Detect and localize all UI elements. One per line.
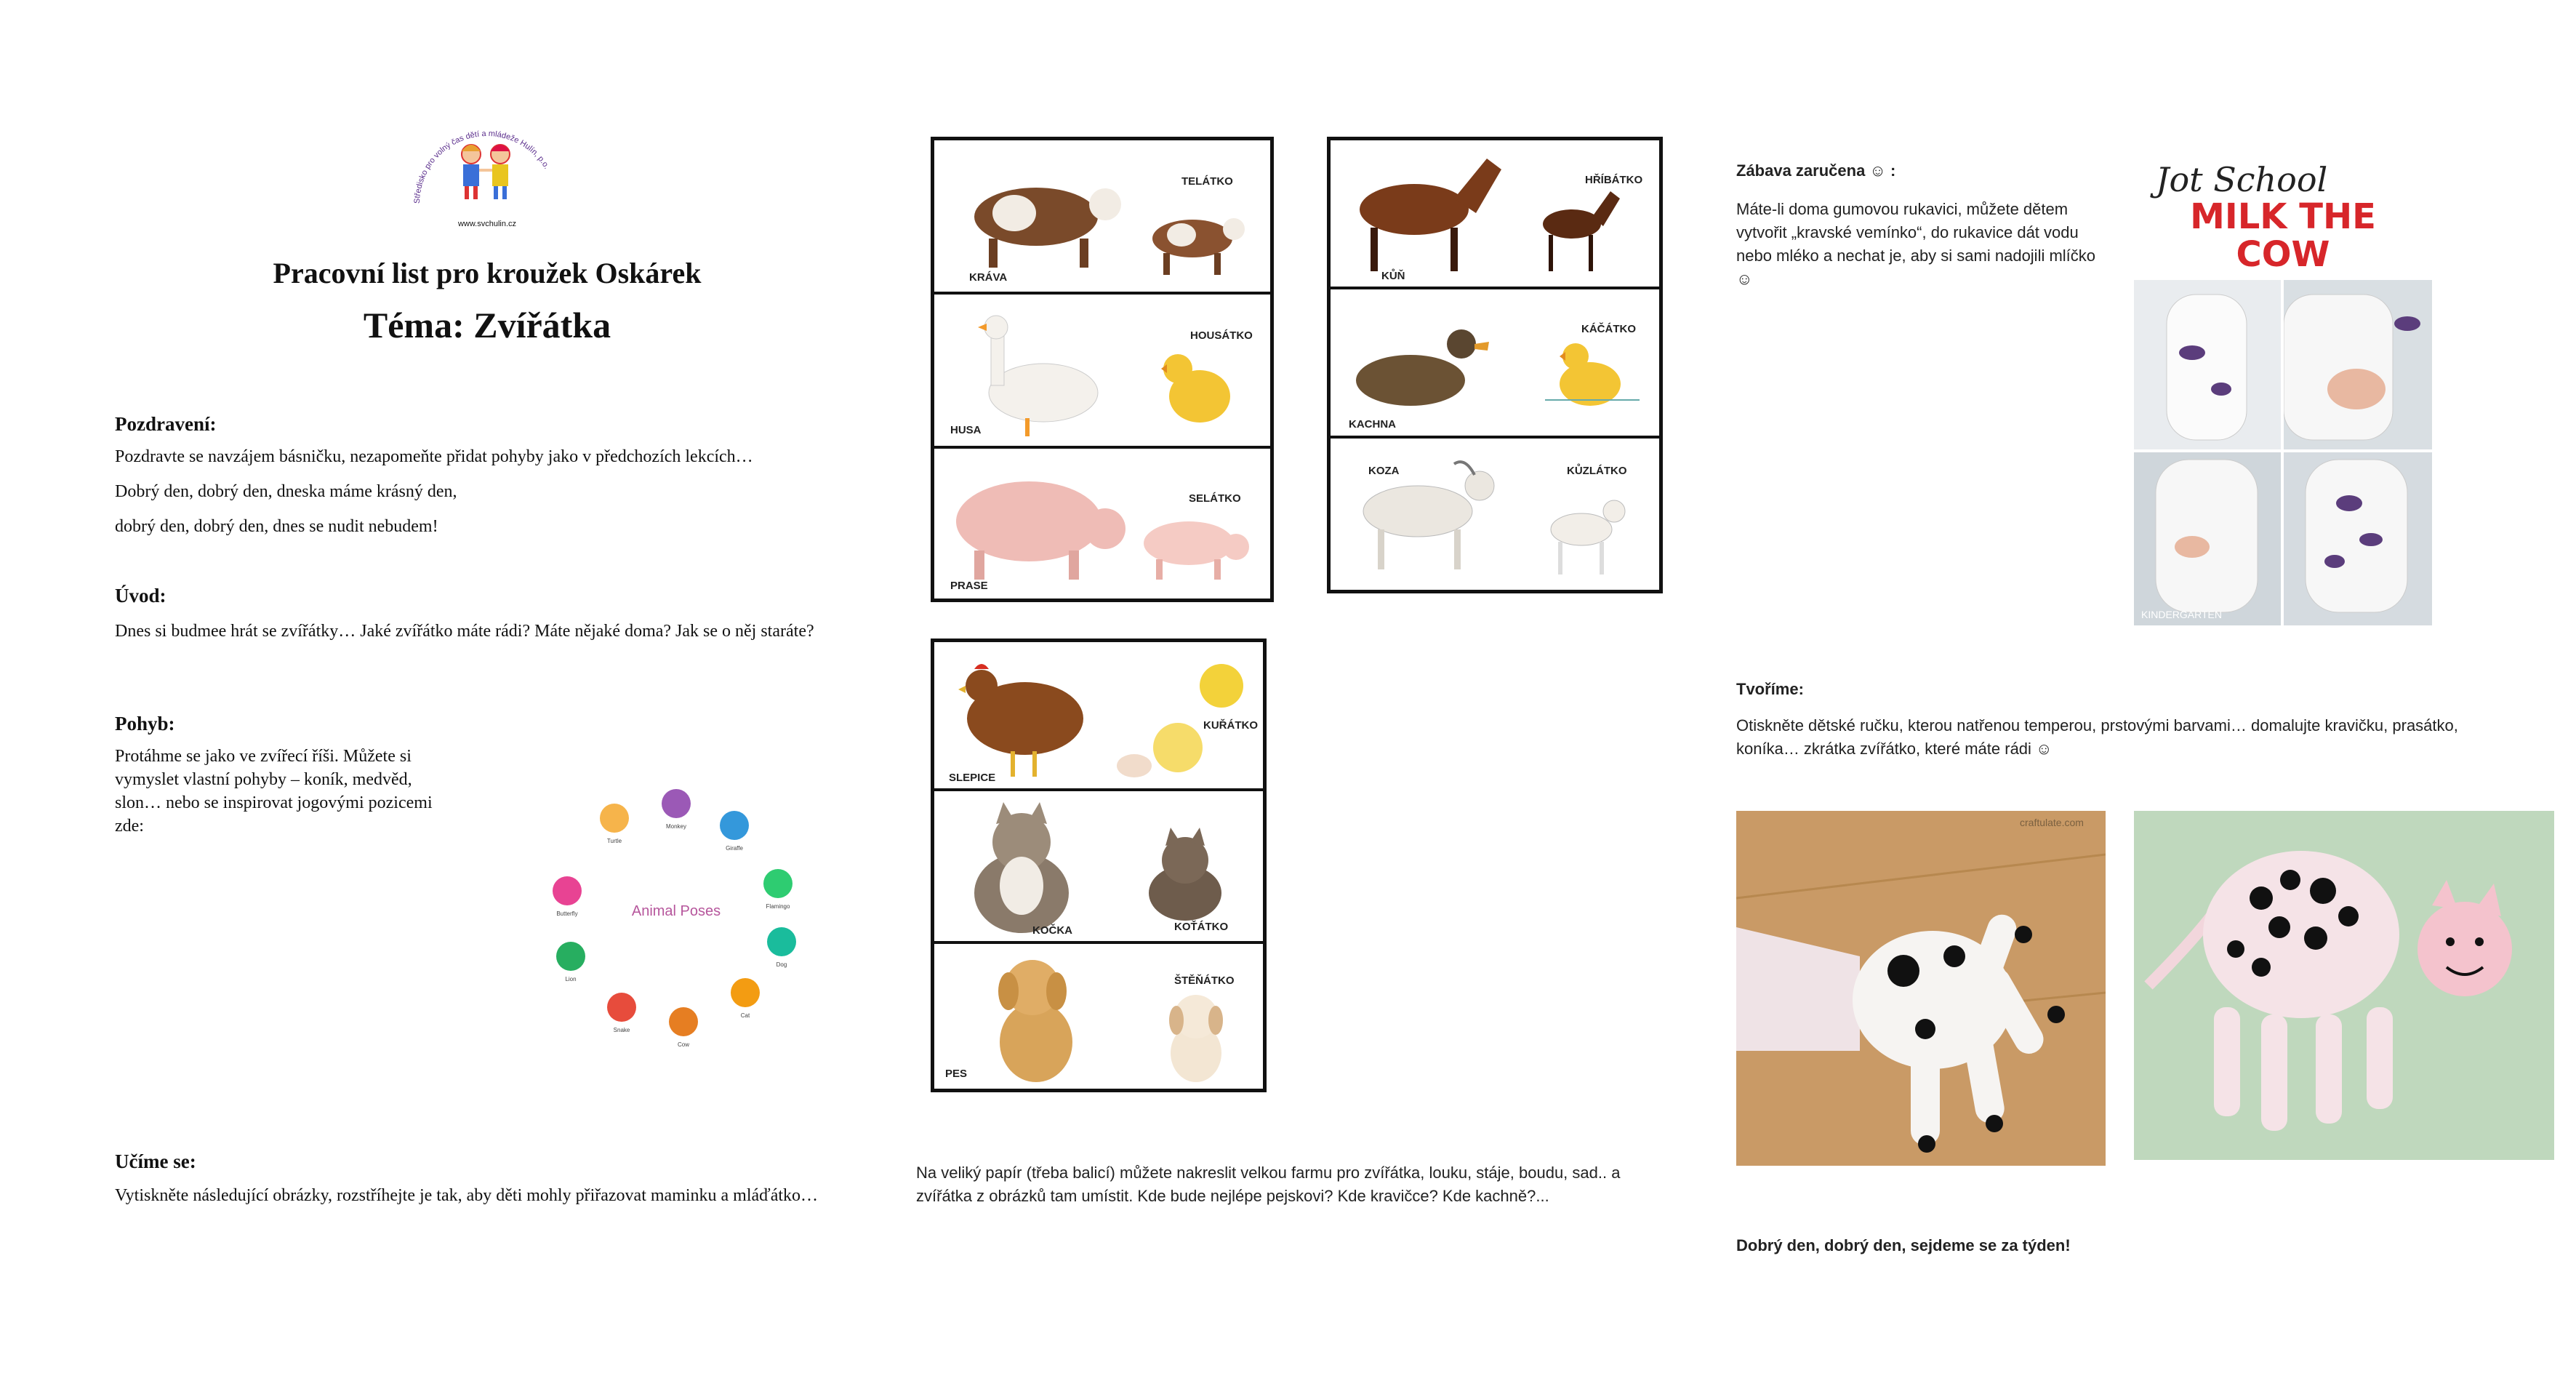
card-label-young: HŘÍBÁTKO xyxy=(1585,174,1643,186)
organization-logo xyxy=(404,109,571,236)
handprint-cow-painting xyxy=(2134,811,2554,1160)
milk-the-cow-image xyxy=(2134,153,2432,625)
greeting-heading: Pozdravení: xyxy=(115,413,217,435)
poses-center-label: Animal Poses xyxy=(631,903,721,919)
closing-text: Dobrý den, dobrý den, sejdeme se za týden! xyxy=(1736,1236,2071,1254)
fun-text: Máte-li doma gumovou rukavici, můžete dětem vytvořit „kravské vemínko“, do rukavice dát vodu nebo mléko a nechat je, aby si sami nadojili mlíčko ☺ xyxy=(1736,200,2096,288)
animal-card-pig xyxy=(934,449,1270,599)
piglet-image xyxy=(1131,507,1261,587)
learn-heading: Učíme se: xyxy=(115,1150,196,1172)
animal-card-hen xyxy=(934,642,1263,791)
worksheet-topic: Téma: Zvířátka xyxy=(363,305,611,345)
create-heading: Tvoříme: xyxy=(1736,680,1804,698)
pose-label: Turtle xyxy=(606,838,622,844)
goose-image xyxy=(956,309,1116,440)
animal-card-horse xyxy=(1331,140,1659,289)
dog-image xyxy=(963,948,1109,1086)
card-label-adult: KACHNA xyxy=(1349,418,1396,431)
greeting-poem-line-2: dobrý den, dobrý den, dnes se nudit nebudem! xyxy=(115,517,438,536)
card-label-adult: KOZA xyxy=(1368,465,1400,477)
worksheet-title: Pracovní list pro kroužek Oskárek xyxy=(273,257,702,289)
chicks-image xyxy=(1109,653,1261,784)
calf-image xyxy=(1138,206,1254,279)
card-label-adult: KŮŇ xyxy=(1381,270,1405,282)
horse-image xyxy=(1338,148,1512,279)
kitten-image xyxy=(1131,820,1240,929)
pose-label: Lion xyxy=(565,976,577,982)
animal-card-cat xyxy=(934,791,1263,944)
kid-goat-image xyxy=(1538,489,1640,584)
card-label-young: HOUSÁTKO xyxy=(1190,329,1253,342)
milk-image-credit: KINDERGARTEN xyxy=(2141,609,2222,620)
card-label-adult: KOČKA xyxy=(1032,924,1072,937)
pose-label: Flamingo xyxy=(766,903,790,910)
duck-image xyxy=(1345,319,1490,420)
card-label-adult: SLEPICE xyxy=(949,772,996,784)
card-label-adult: PRASE xyxy=(950,580,988,592)
cat-image xyxy=(949,798,1094,937)
milk-title-line-3: COW xyxy=(2236,234,2330,275)
handprint-cow-photo xyxy=(1736,811,2106,1166)
hen-image xyxy=(945,653,1105,784)
puppy-image xyxy=(1152,984,1240,1086)
pose-label: Monkey xyxy=(665,823,687,830)
movement-text: Protáhme se jako ve zvířecí říši. Můžete si vymyslet vlastní pohyby – koník, medvěd, slon… nebo se inspirovat jogovými pozicemi zde: xyxy=(115,747,433,836)
pose-label: Cow xyxy=(677,1041,690,1048)
animal-cards-group-2 xyxy=(1327,137,1663,593)
pose-label: Giraffe xyxy=(726,845,743,852)
intro-heading: Úvod: xyxy=(115,585,166,607)
gosling-image xyxy=(1145,338,1247,440)
pose-label: Snake xyxy=(613,1027,630,1033)
milk-title-line-1: Jot School xyxy=(2156,160,2328,199)
card-label-young: SELÁTKO xyxy=(1189,492,1241,505)
logo-url: www.svchulin.cz xyxy=(457,220,517,228)
animal-card-dog xyxy=(934,944,1263,1089)
animal-cards-group-3 xyxy=(931,639,1267,1092)
create-text: Otiskněte dětské ručku, kterou natřenou temperou, prstovými barvami… domalujte kravičku, prasátko, koníka… zkrátka zvířátko, které máte rádi ☺ xyxy=(1736,716,2458,758)
animal-card-cow xyxy=(934,140,1270,295)
cow-image xyxy=(956,169,1131,271)
logo-arc-text: Středisko pro volný čas dětí a mládeže Hulín, p.o. xyxy=(412,129,551,204)
intro-text: Dnes si budmee hrát se zvířátky… Jaké zvířátko máte rádi? Máte nějaké doma? Jak se o něj staráte? xyxy=(115,622,814,641)
glove-photo-grid xyxy=(2134,280,2432,625)
card-label-young: KŮZLÁTKO xyxy=(1567,465,1627,477)
animal-card-goose xyxy=(934,295,1270,449)
card-label-young: ŠTĚŇÁTKO xyxy=(1174,974,1235,987)
milk-title-line-2: MILK THE xyxy=(2190,196,2376,237)
card-label-young: KÁČÁTKO xyxy=(1581,323,1636,335)
animal-cards-group-1 xyxy=(931,137,1274,602)
pose-label: Dog xyxy=(776,961,787,968)
duckling-image xyxy=(1545,333,1640,420)
card-label-adult: PES xyxy=(945,1068,968,1080)
greeting-poem-line-1: Dobrý den, dobrý den, dneska máme krásný den, xyxy=(115,482,457,501)
farm-activity-text: Na veliký papír (třeba balicí) můžete nakreslit velkou farmu pro zvířátka, louku, stáje, boudu, sad.. a zvířátka z obrázků tam umístit. Kde bude nejlépe pejskovi? Kde kravičce? Kde kachně?... xyxy=(916,1164,1621,1205)
greeting-instruction: Pozdravte se navzájem básničku, nezapomeňte přidat pohyby jako v předchozích lekcích… xyxy=(115,447,753,466)
card-label-young: KUŘÁTKO xyxy=(1203,719,1258,732)
pose-label: Butterfly xyxy=(556,910,578,917)
craftulate-credit: craftulate.com xyxy=(2020,817,2084,828)
animal-card-duck xyxy=(1331,289,1659,439)
svg-text:Středisko pro volný čas dětí a xyxy=(413,129,551,204)
animal-card-goat xyxy=(1331,439,1659,590)
card-label-young: KOŤÁTKO xyxy=(1174,921,1229,933)
pose-label: Cat xyxy=(740,1012,750,1019)
fun-heading: Zábava zaručena ☺ : xyxy=(1736,161,1896,180)
card-label-adult: HUSA xyxy=(950,424,982,436)
foal-image xyxy=(1527,184,1629,279)
card-label-young: TELÁTKO xyxy=(1181,175,1233,188)
card-label-adult: KRÁVA xyxy=(969,271,1008,284)
movement-heading: Pohyb: xyxy=(115,713,175,734)
pig-image xyxy=(945,463,1127,587)
animal-poses-wheel xyxy=(538,782,814,1058)
learn-text: Vytiskněte následující obrázky, rozstříhejte je tak, aby děti mohly přiřazovat maminku a mláďátko… xyxy=(115,1186,819,1205)
